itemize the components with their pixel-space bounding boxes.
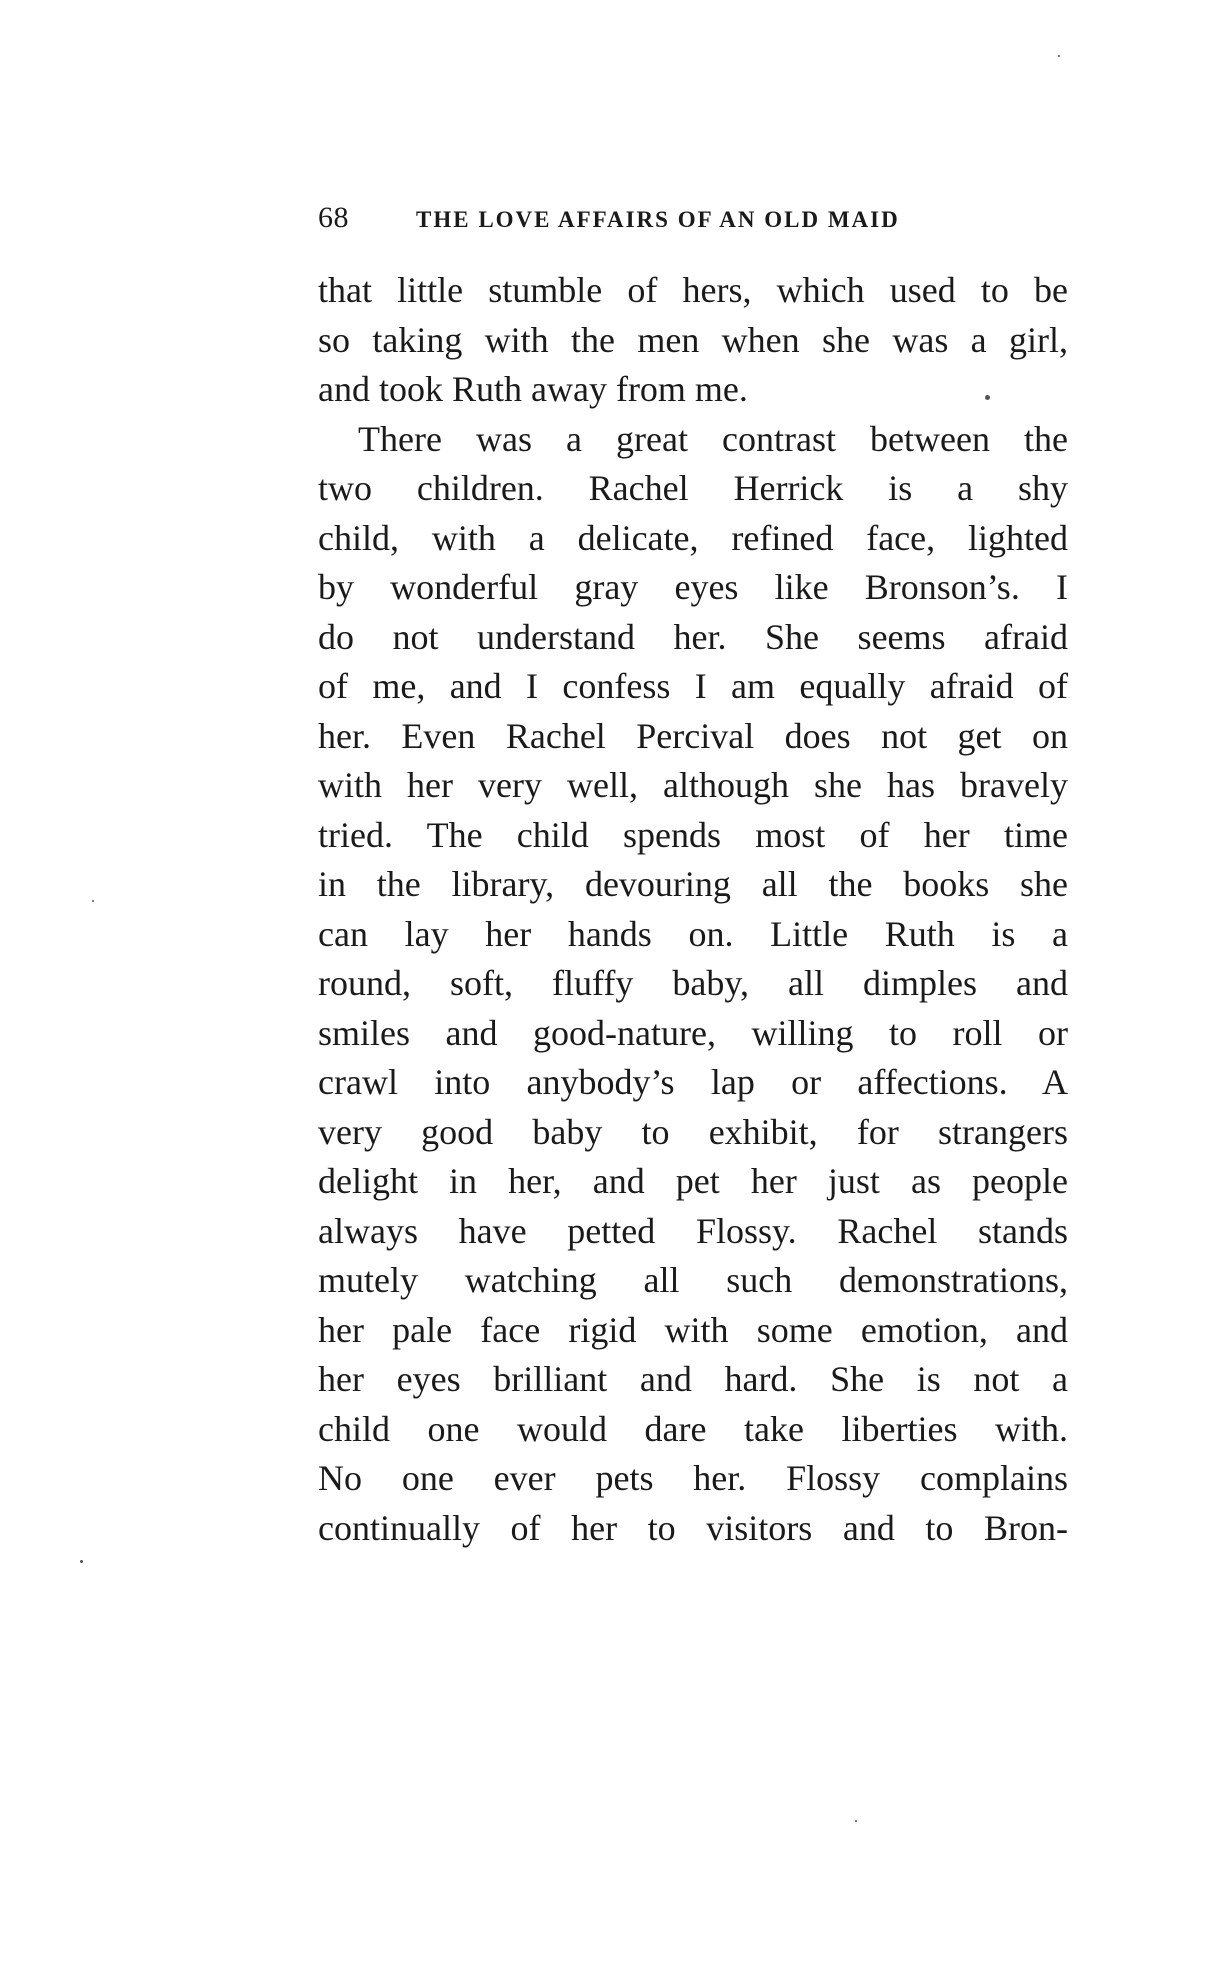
text-line: in the library, devouring all the books she (318, 864, 1068, 904)
text-line: crawl into anybody’s lap or affections. A (318, 1062, 1068, 1102)
scan-speck (80, 1560, 83, 1563)
text-line: round, soft, fluffy baby, all dimples and (318, 963, 1068, 1003)
text-line: her pale face rigid with some emotion, and (318, 1309, 1068, 1350)
text-line: with her very well, although she has bravely (318, 765, 1068, 805)
text-line: that little stumble of hers, which used to be (318, 270, 1068, 310)
text-line: so taking with the men when she was a girl, (318, 319, 1068, 360)
text-line: by wonderful gray eyes like Bronson’s. I (318, 567, 1068, 607)
text-line: of me, and I confess I am equally afraid of (318, 666, 1068, 706)
scan-speck (985, 395, 990, 400)
page-header (318, 200, 1068, 240)
text-line: her eyes brilliant and hard. She is not a (318, 1359, 1068, 1399)
text-line: mutely watching all such demonstrations, (318, 1260, 1068, 1300)
text-line: smiles and good-nature, willing to roll or (318, 1012, 1068, 1053)
scan-speck (855, 1820, 857, 1822)
text-line: continually of her to visitors and to Bron- (318, 1507, 1068, 1548)
text-line: two children. Rachel Herrick is a shy (318, 468, 1068, 508)
scan-speck (1058, 55, 1060, 57)
text-line: always have petted Flossy. Rachel stands (318, 1210, 1068, 1251)
text-line: delight in her, and pet her just as people (318, 1161, 1068, 1201)
text-line: her. Even Rachel Percival does not get on (318, 715, 1068, 756)
text-line: and took Ruth away from me. (318, 369, 748, 409)
page-number: 68 (318, 201, 349, 234)
text-line: child, with a delicate, refined face, lighted (318, 517, 1068, 558)
text-line: do not understand her. She seems afraid (318, 616, 1068, 657)
text-line: child one would dare take liberties with. (318, 1408, 1068, 1449)
text-line: can lay her hands on. Little Ruth is a (318, 913, 1068, 954)
body-text (318, 266, 1068, 1553)
scan-speck (92, 900, 94, 902)
text-line: No one ever pets her. Flossy complains (318, 1458, 1068, 1498)
text-line: very good baby to exhibit, for strangers (318, 1111, 1068, 1152)
text-line: There was a great contrast between the (358, 418, 1068, 459)
running-title: THE LOVE AFFAIRS OF AN OLD MAID (416, 207, 900, 232)
text-line: tried. The child spends most of her time (318, 814, 1068, 855)
